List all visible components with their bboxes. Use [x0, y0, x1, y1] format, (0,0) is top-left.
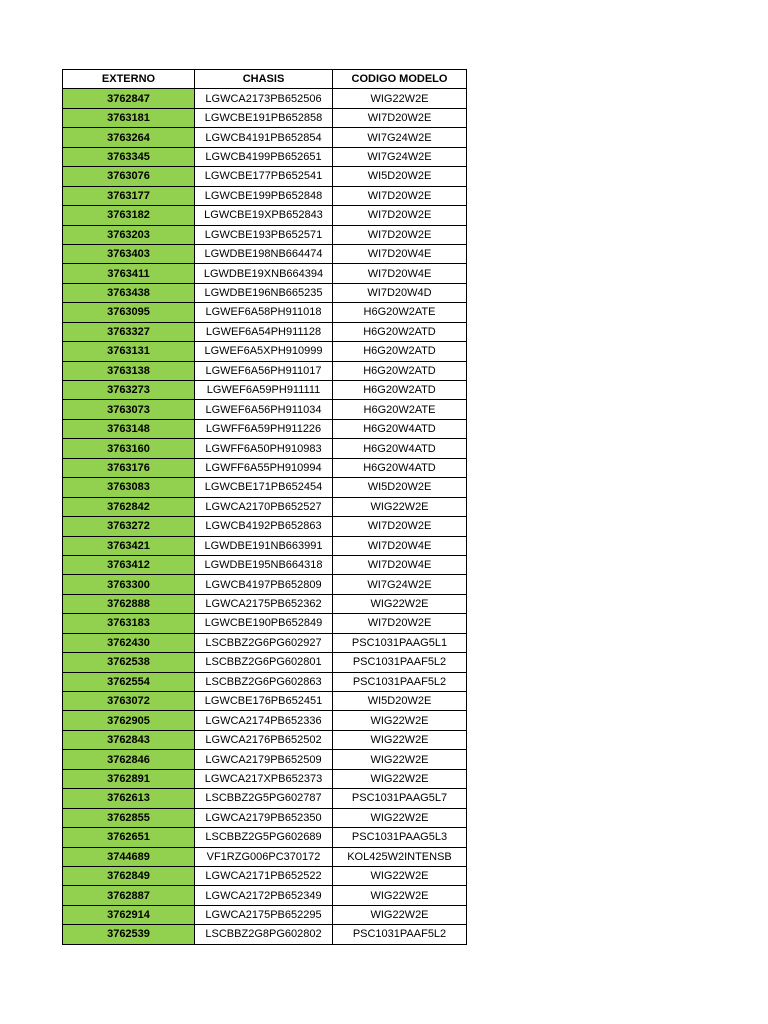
cell-codigo-modelo: WI7D20W4E: [333, 555, 467, 574]
cell-codigo-modelo: WI7G24W2E: [333, 128, 467, 147]
cell-codigo-modelo: WIG22W2E: [333, 594, 467, 613]
cell-externo: 3762855: [63, 808, 195, 827]
cell-codigo-modelo: WI7D20W2E: [333, 517, 467, 536]
table-row: [63, 381, 467, 400]
table-row: [63, 206, 467, 225]
cell-chasis: LGWCA2171PB652522: [195, 866, 333, 885]
cell-codigo-modelo: WIG22W2E: [333, 886, 467, 905]
cell-chasis: LGWFF6A59PH911226: [195, 419, 333, 438]
cell-chasis: LGWCB4197PB652809: [195, 575, 333, 594]
cell-codigo-modelo: H6G20W4ATD: [333, 419, 467, 438]
cell-chasis: LGWCB4199PB652651: [195, 147, 333, 166]
cell-codigo-modelo: WI5D20W2E: [333, 478, 467, 497]
table-row: [63, 264, 467, 283]
cell-chasis: LGWCA2172PB652349: [195, 886, 333, 905]
table-row: [63, 653, 467, 672]
cell-chasis: LGWEF6A59PH911111: [195, 381, 333, 400]
cell-codigo-modelo: WI5D20W2E: [333, 167, 467, 186]
cell-externo: 3763095: [63, 303, 195, 322]
table-row: [63, 419, 467, 438]
cell-externo: 3762554: [63, 672, 195, 691]
vehicle-table: [62, 69, 467, 945]
cell-codigo-modelo: WIG22W2E: [333, 711, 467, 730]
cell-chasis: LGWCA2175PB652295: [195, 905, 333, 924]
cell-chasis: LSCBBZ2G8PG602802: [195, 925, 333, 944]
table-row: [63, 225, 467, 244]
cell-chasis: LGWCBE176PB652451: [195, 692, 333, 711]
cell-codigo-modelo: WI7D20W2E: [333, 614, 467, 633]
cell-codigo-modelo: H6G20W2ATD: [333, 381, 467, 400]
table-row: [63, 769, 467, 788]
cell-externo: 3763327: [63, 322, 195, 341]
table-row: [63, 925, 467, 944]
table-row: [63, 147, 467, 166]
cell-chasis: LGWCBE177PB652541: [195, 167, 333, 186]
cell-chasis: LGWEF6A56PH911017: [195, 361, 333, 380]
cell-externo: 3763421: [63, 536, 195, 555]
table-row: [63, 283, 467, 302]
cell-externo: 3763203: [63, 225, 195, 244]
cell-chasis: LGWDBE195NB664318: [195, 555, 333, 574]
cell-externo: 3762843: [63, 730, 195, 749]
table-row: [63, 828, 467, 847]
cell-chasis: LGWEF6A5XPH910999: [195, 342, 333, 361]
cell-externo: 3762887: [63, 886, 195, 905]
cell-externo: 3763345: [63, 147, 195, 166]
table-row: [63, 886, 467, 905]
table-row: [63, 750, 467, 769]
cell-chasis: LGWCA2179PB652350: [195, 808, 333, 827]
cell-codigo-modelo: WI7D20W2E: [333, 206, 467, 225]
header-chasis: CHASIS: [195, 70, 333, 89]
cell-externo: 3762538: [63, 653, 195, 672]
table-row: [63, 808, 467, 827]
table-row: [63, 439, 467, 458]
cell-chasis: LGWCBE190PB652849: [195, 614, 333, 633]
cell-codigo-modelo: WIG22W2E: [333, 750, 467, 769]
table-row: [63, 555, 467, 574]
table-row: [63, 575, 467, 594]
cell-chasis: LGWDBE196NB665235: [195, 283, 333, 302]
table-row: [63, 361, 467, 380]
cell-externo: 3762847: [63, 89, 195, 108]
cell-chasis: VF1RZG006PC370172: [195, 847, 333, 866]
cell-chasis: LSCBBZ2G6PG602863: [195, 672, 333, 691]
table-row: [63, 244, 467, 263]
cell-codigo-modelo: PSC1031PAAG5L1: [333, 633, 467, 652]
cell-chasis: LGWCA2170PB652527: [195, 497, 333, 516]
table-row: [63, 303, 467, 322]
table-row: [63, 789, 467, 808]
cell-chasis: LGWDBE191NB663991: [195, 536, 333, 555]
cell-codigo-modelo: H6G20W4ATD: [333, 439, 467, 458]
cell-externo: 3763083: [63, 478, 195, 497]
cell-codigo-modelo: PSC1031PAAF5L2: [333, 925, 467, 944]
cell-codigo-modelo: WIG22W2E: [333, 808, 467, 827]
cell-codigo-modelo: WI7D20W2E: [333, 225, 467, 244]
cell-externo: 3762430: [63, 633, 195, 652]
cell-codigo-modelo: WI7D20W4E: [333, 536, 467, 555]
header-externo: EXTERNO: [63, 70, 195, 89]
cell-externo: 3763272: [63, 517, 195, 536]
cell-codigo-modelo: H6G20W2ATD: [333, 342, 467, 361]
cell-externo: 3763300: [63, 575, 195, 594]
table-row: [63, 692, 467, 711]
cell-externo: 3763131: [63, 342, 195, 361]
cell-codigo-modelo: H6G20W2ATD: [333, 322, 467, 341]
cell-codigo-modelo: WI7D20W4D: [333, 283, 467, 302]
table-row: [63, 905, 467, 924]
cell-codigo-modelo: WIG22W2E: [333, 89, 467, 108]
header-row: [63, 70, 467, 89]
cell-codigo-modelo: PSC1031PAAG5L7: [333, 789, 467, 808]
cell-externo: 3762849: [63, 866, 195, 885]
cell-codigo-modelo: H6G20W4ATD: [333, 458, 467, 477]
cell-chasis: LGWCBE193PB652571: [195, 225, 333, 244]
cell-chasis: LGWCBE19XPB652843: [195, 206, 333, 225]
cell-codigo-modelo: WIG22W2E: [333, 905, 467, 924]
spreadsheet-area: [62, 69, 467, 945]
cell-codigo-modelo: WIG22W2E: [333, 769, 467, 788]
cell-externo: 3763182: [63, 206, 195, 225]
cell-chasis: LGWEF6A58PH911018: [195, 303, 333, 322]
table-row: [63, 730, 467, 749]
cell-externo: 3763264: [63, 128, 195, 147]
cell-codigo-modelo: PSC1031PAAF5L2: [333, 653, 467, 672]
table-row: [63, 536, 467, 555]
cell-externo: 3744689: [63, 847, 195, 866]
table-body: [63, 89, 467, 944]
table-row: [63, 108, 467, 127]
cell-chasis: LGWCA2179PB652509: [195, 750, 333, 769]
cell-chasis: LSCBBZ2G6PG602801: [195, 653, 333, 672]
table-row: [63, 186, 467, 205]
cell-externo: 3762539: [63, 925, 195, 944]
cell-externo: 3763177: [63, 186, 195, 205]
table-row: [63, 342, 467, 361]
cell-chasis: LGWCBE199PB652848: [195, 186, 333, 205]
cell-chasis: LGWCA217XPB652373: [195, 769, 333, 788]
cell-chasis: LSCBBZ2G6PG602927: [195, 633, 333, 652]
cell-externo: 3763072: [63, 692, 195, 711]
cell-externo: 3763412: [63, 555, 195, 574]
cell-externo: 3763183: [63, 614, 195, 633]
table-row: [63, 322, 467, 341]
cell-codigo-modelo: WI7D20W2E: [333, 186, 467, 205]
cell-chasis: LGWCB4191PB652854: [195, 128, 333, 147]
cell-externo: 3763160: [63, 439, 195, 458]
cell-chasis: LGWFF6A55PH910994: [195, 458, 333, 477]
cell-externo: 3762905: [63, 711, 195, 730]
cell-codigo-modelo: PSC1031PAAF5L2: [333, 672, 467, 691]
cell-externo: 3762613: [63, 789, 195, 808]
table-row: [63, 478, 467, 497]
cell-codigo-modelo: WIG22W2E: [333, 866, 467, 885]
table-row: [63, 517, 467, 536]
table-row: [63, 672, 467, 691]
cell-externo: 3763176: [63, 458, 195, 477]
cell-chasis: LGWCA2176PB652502: [195, 730, 333, 749]
cell-chasis: LSCBBZ2G5PG602689: [195, 828, 333, 847]
cell-chasis: LGWDBE198NB664474: [195, 244, 333, 263]
table-row: [63, 594, 467, 613]
table-row: [63, 614, 467, 633]
cell-chasis: LGWCB4192PB652863: [195, 517, 333, 536]
cell-codigo-modelo: WI7G24W2E: [333, 147, 467, 166]
header-codigo-modelo: CODIGO MODELO: [333, 70, 467, 89]
table-row: [63, 633, 467, 652]
cell-chasis: LGWCA2175PB652362: [195, 594, 333, 613]
table-row: [63, 866, 467, 885]
table-row: [63, 497, 467, 516]
cell-codigo-modelo: H6G20W2ATE: [333, 303, 467, 322]
cell-externo: 3762842: [63, 497, 195, 516]
cell-externo: 3762846: [63, 750, 195, 769]
cell-codigo-modelo: WI7D20W4E: [333, 244, 467, 263]
cell-chasis: LGWFF6A50PH910983: [195, 439, 333, 458]
cell-chasis: LGWEF6A56PH911034: [195, 400, 333, 419]
cell-externo: 3762914: [63, 905, 195, 924]
cell-chasis: LGWCBE171PB652454: [195, 478, 333, 497]
cell-externo: 3762888: [63, 594, 195, 613]
table-row: [63, 128, 467, 147]
table-row: [63, 89, 467, 108]
cell-codigo-modelo: PSC1031PAAG5L3: [333, 828, 467, 847]
cell-externo: 3763403: [63, 244, 195, 263]
cell-codigo-modelo: KOL425W2INTENSB: [333, 847, 467, 866]
cell-codigo-modelo: WI5D20W2E: [333, 692, 467, 711]
cell-chasis: LGWCA2173PB652506: [195, 89, 333, 108]
cell-codigo-modelo: WI7G24W2E: [333, 575, 467, 594]
cell-codigo-modelo: H6G20W2ATE: [333, 400, 467, 419]
table-row: [63, 400, 467, 419]
cell-externo: 3763148: [63, 419, 195, 438]
cell-chasis: LGWCBE191PB652858: [195, 108, 333, 127]
cell-codigo-modelo: H6G20W2ATD: [333, 361, 467, 380]
cell-externo: 3763138: [63, 361, 195, 380]
cell-externo: 3762651: [63, 828, 195, 847]
cell-chasis: LGWDBE19XNB664394: [195, 264, 333, 283]
table-row: [63, 847, 467, 866]
cell-chasis: LGWCA2174PB652336: [195, 711, 333, 730]
cell-codigo-modelo: WIG22W2E: [333, 497, 467, 516]
table-row: [63, 711, 467, 730]
cell-codigo-modelo: WI7D20W4E: [333, 264, 467, 283]
cell-externo: 3763273: [63, 381, 195, 400]
cell-codigo-modelo: WIG22W2E: [333, 730, 467, 749]
cell-chasis: LGWEF6A54PH911128: [195, 322, 333, 341]
cell-codigo-modelo: WI7D20W2E: [333, 108, 467, 127]
cell-externo: 3763076: [63, 167, 195, 186]
table-row: [63, 167, 467, 186]
cell-externo: 3762891: [63, 769, 195, 788]
cell-chasis: LSCBBZ2G5PG602787: [195, 789, 333, 808]
cell-externo: 3763073: [63, 400, 195, 419]
cell-externo: 3763181: [63, 108, 195, 127]
cell-externo: 3763438: [63, 283, 195, 302]
table-row: [63, 458, 467, 477]
cell-externo: 3763411: [63, 264, 195, 283]
